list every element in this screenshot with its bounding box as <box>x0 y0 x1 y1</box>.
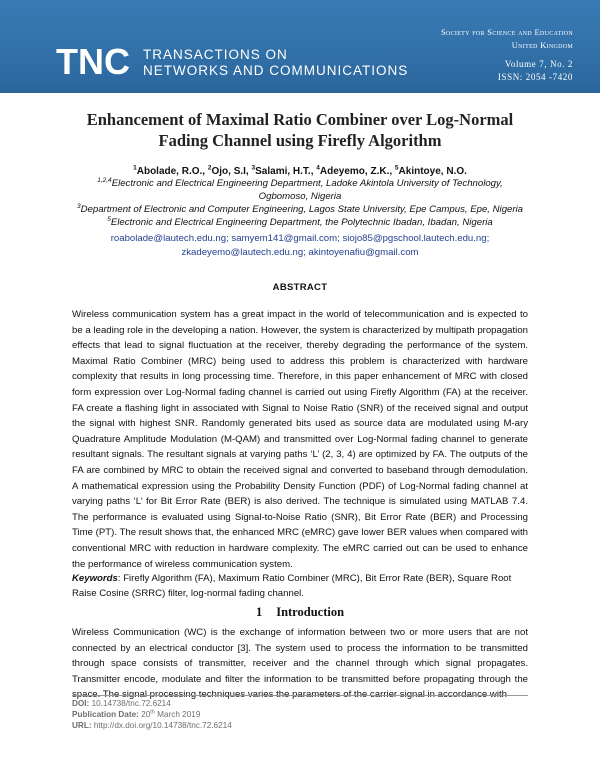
publication-date-label: Publication Date: <box>72 710 139 719</box>
section-heading-introduction <box>0 605 600 620</box>
journal-title <box>143 47 408 79</box>
url-label: URL: <box>72 721 92 730</box>
email-line[interactable]: zkadeyemo@lautech.edu.ng; akintoyenafiu@gmail.com <box>181 246 419 258</box>
journal-logo: TNC <box>56 41 130 82</box>
author-emails <box>30 232 570 259</box>
introduction-text: Wireless Communication (WC) is the exchange of information between two or more users that are not connected by an electrical conductor [3]. The system used to process the information to be transmitted through space consists of transmitter, receiver and the channel through which signal propagates. Transmitter encode, modulate and filter the information to be transmitted before propagating through the space. The signal processing techniques varies the parameters of the carrier signal in accordance with <box>72 627 528 701</box>
article-footer <box>72 698 232 731</box>
author-name: Akintoye, N.O. <box>398 166 467 177</box>
abstract-text: Wireless communication system has a great impact in the world of telecommunication and is expected to be a leading role in the developing a nation. However, the system is characterized by multipath propagation effects that lead to signal fluctuation at the receiver, thereby degrading the performance of the system. Maximal Ratio Combiner (MRC) being used to address this problem is characterized with hardware complexity that results in long processing time. Therefore, in this paper enhancement of MRC with closed form expression over Log-Normal fading channel is carried out using Firefly Algorithm (FA) at the receiver. FA create a flashing light in associated with Signal to Noise Ratio (SNR) of the received signal and output the signal with highest SNR. Randomly generated bits used as source data are modulated using M-ary Quadrature Amplitude Modulation (M-QAM) and transmitted over Log-Normal fading channel to generate resultant signals. The resultant signals at varying paths ‘L’ (2, 3, 4) are optimized by FA. The outputs of the FA are combined by MRC to obtain the received signal and converted to baseband through demodulation. A mathematical expression using the Probability Density Function (PDF) of Log-Normal fading channel at varying paths ‘L’ for Bit Error Rate (BER) is also derived. The technique is simulated using MATLAB 7.4. The performance is evaluated using Signal-to-Noise Ratio (SNR), Bit Error Rate (BER) and Processing Time (PT). The result shows that, the enhanced MRC (eMRC) gave lower BER values when compared with conventional MRC with reduction in hardware complexity. The eMRC carried out can be used to enhance the performance of wireless communication system. <box>72 309 528 570</box>
url-line <box>72 720 232 731</box>
affiliation-line: $^{1,2,4}$Electronic and Electrical Engineering Department, Ladoke Akintola University of Technology, <box>97 176 503 189</box>
author-sup: 4 <box>316 164 320 172</box>
affiliation-line: Ogbomoso, Nigeria <box>258 191 342 202</box>
footer-divider <box>72 695 528 696</box>
author-sup: 3 <box>251 164 256 172</box>
journal-title-line1: TRANSACTIONS ON <box>143 47 288 62</box>
author-sup: 5 <box>394 164 399 172</box>
issn: ISSN: 2054 -7420 <box>497 72 573 82</box>
keywords-label: Keywords <box>72 573 118 584</box>
author-name: Adeyemo, Z.K., <box>319 166 395 177</box>
society-line1: Society for Science and Education <box>440 27 573 37</box>
journal-banner <box>0 0 600 93</box>
society-line2: United Kingdom <box>511 40 573 50</box>
email-line[interactable]: roabolade@lautech.edu.ng; samyem141@gmail.com; siojo85@pgschool.lautech.edu.ng; <box>110 233 490 244</box>
section-number: 1 <box>255 605 263 619</box>
affiliation-line: $^5$Electronic and Electrical Engineering Department, the Polytechnic Ibadan, Ibadan, Nigeria <box>107 215 493 228</box>
abstract-heading: ABSTRACT <box>272 282 328 293</box>
paper-title: Enhancement of Maximal Ratio Combiner over Log-Normal Fading Channel using Firefly Algorithm <box>86 110 514 150</box>
author-name: Salami, H.T., <box>255 166 317 177</box>
publication-date-line: Publication Date: 20th March 2019 <box>72 709 201 719</box>
author-sup: 1 <box>133 164 137 172</box>
author-name: Abolade, R.O., <box>136 166 208 177</box>
keywords-text: : Firefly Algorithm (FA), Maximum Ratio Combiner (MRC), Bit Error Rate (BER), Square Root Raise Cosine (SRRC) filter, log-normal fading channel. <box>72 573 512 599</box>
doi-line <box>72 698 232 709</box>
url-link[interactable]: http://dx.doi.org/10.14738/tnc.72.6214 <box>91 721 232 730</box>
affiliations <box>30 177 570 229</box>
affiliation-line: $^3$Department of Electronic and Computer Engineering, Lagos State University, Epe Campus, Epe, Nigeria <box>76 202 524 215</box>
society-name <box>441 26 573 52</box>
volume-number: Volume 7, No. 2 <box>504 59 573 69</box>
journal-title-line2: NETWORKS AND COMMUNICATIONS <box>143 63 409 78</box>
doi-value[interactable]: 10.14738/tnc.72.6214 <box>89 699 171 708</box>
volume-info <box>498 58 573 84</box>
author-name: Ojo, S.I, <box>211 166 252 177</box>
keywords <box>72 571 528 601</box>
section-title: Introduction <box>276 605 345 619</box>
doi-label: DOI: <box>72 699 90 708</box>
author-sup: 2 <box>207 164 212 172</box>
